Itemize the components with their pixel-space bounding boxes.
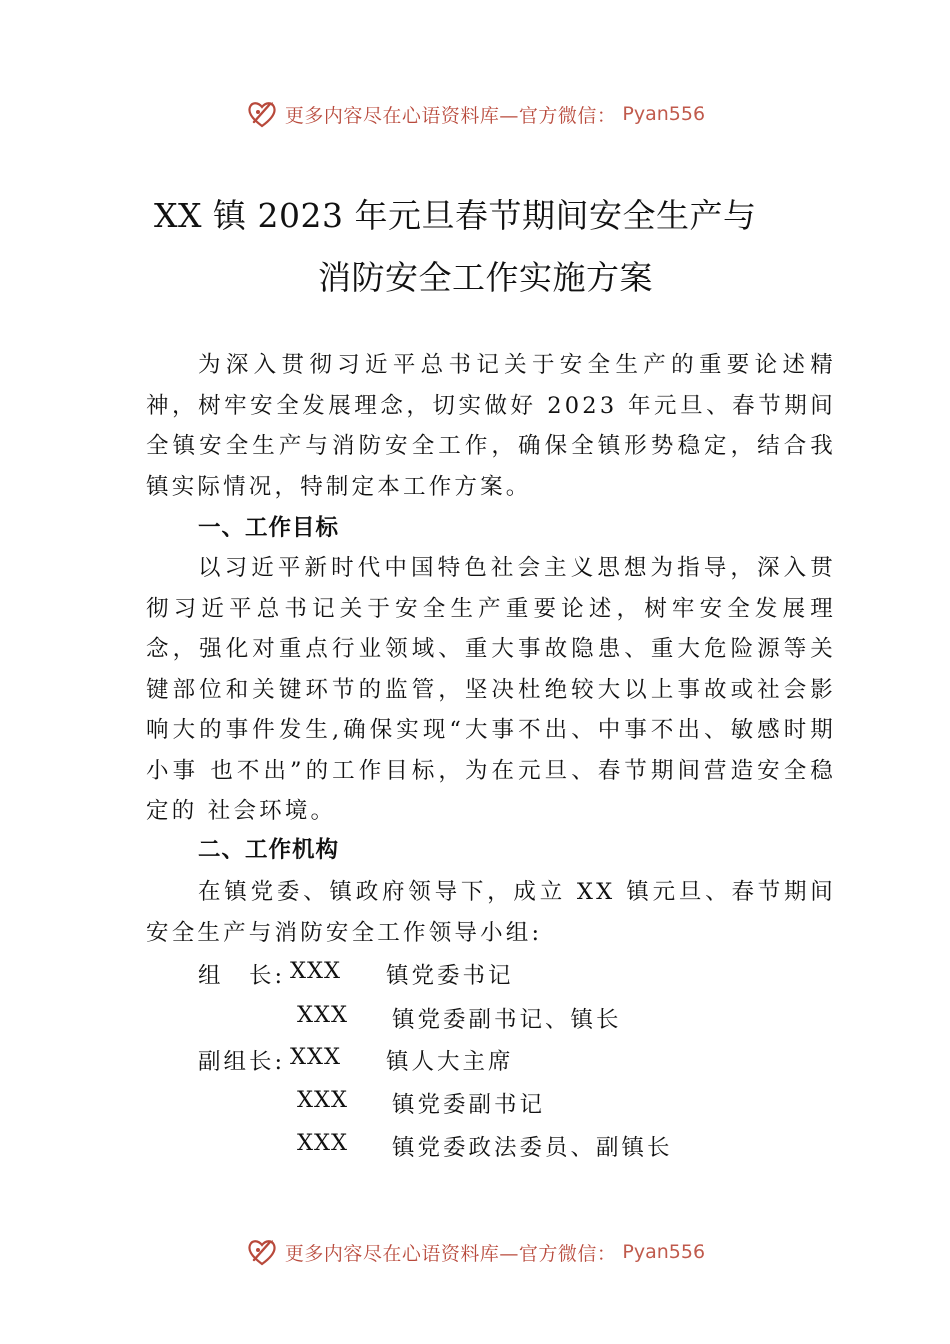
heart-pen-logo-icon xyxy=(245,1235,279,1269)
member-name: XXX xyxy=(297,1130,349,1156)
banner-wechat-id: Pyan556 xyxy=(622,103,706,125)
banner-text: 更多内容尽在心语资料库—官方微信： xyxy=(284,1242,617,1265)
member-title: 镇党委副书记 xyxy=(392,1092,546,1118)
document-title-line-2: 消防安全工作实施方案 xyxy=(318,258,653,297)
goals-paragraph: 以习近平新时代中国特色社会主义思想为指导，深入贯彻习近平总书记关于安全生产重要论述，树牢安全发展理念，强化对重点行业领域、重大事故隐患、重大危险源等关键部位和关键环节的监管，坚决杜绝较大以上事故或社会影响大的事件发生,确保实现“大事不出、中事不出、敏感时期小事 也不出”的工作目标，为在元旦、春节期间营造安全稳定的 社会环境。 xyxy=(146,555,836,824)
organization-paragraph: 在镇党委、镇政府领导下，成立 XX 镇元旦、春节期间安全生产与消防安全工作领导小组: xyxy=(146,879,836,946)
heart-pen-logo-icon xyxy=(245,97,279,131)
member-name: XXX xyxy=(290,958,342,984)
member-title: 镇人大主席 xyxy=(386,1049,514,1075)
member-title: 镇党委政法委员、副镇长 xyxy=(392,1135,673,1161)
member-name: XXX xyxy=(297,1002,349,1028)
banner-text: 更多内容尽在心语资料库—官方微信： xyxy=(284,104,617,127)
member-name: XXX xyxy=(297,1087,349,1113)
member-name: XXX xyxy=(290,1044,342,1070)
intro-paragraph: 为深入贯彻习近平总书记关于安全生产的重要论述精神，树牢安全发展理念，切实做好 2023 年元旦、春节期间全镇安全生产与消防安全工作，确保全镇形势稳定，结合我镇实际情况，特制定本工作方案。 xyxy=(146,352,836,500)
member-title: 镇党委副书记、镇长 xyxy=(392,1007,622,1033)
member-role: 副组长: xyxy=(198,1049,286,1075)
section-heading-goals: 一、工作目标 xyxy=(198,515,340,541)
section-heading-organization: 二、工作机构 xyxy=(198,837,340,863)
document-title-line-1: XX 镇 2023 年元旦春节期间安全生产与 xyxy=(154,196,757,235)
header-watermark-banner xyxy=(0,94,950,134)
banner-wechat-id: Pyan556 xyxy=(622,1241,706,1263)
member-title: 镇党委书记 xyxy=(386,963,514,989)
member-role: 组 长: xyxy=(198,963,286,989)
footer-watermark-banner xyxy=(0,1232,950,1272)
